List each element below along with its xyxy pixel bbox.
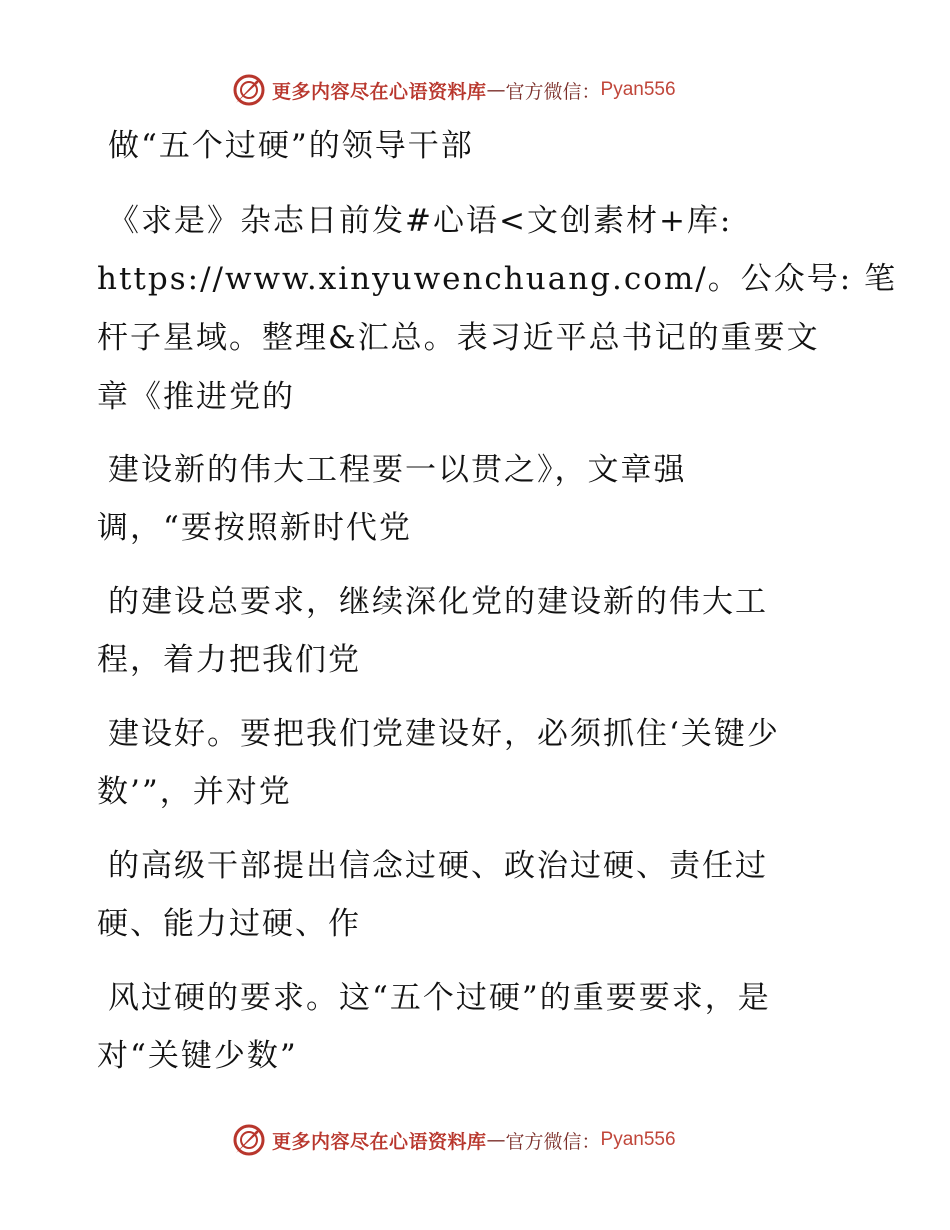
banner-wechat-id: Pyan556 [600,79,676,100]
banner-main-text: 更多内容尽在心语资料库 [272,1130,487,1153]
document-title: 做“五个过硬”的领导干部 [108,128,474,164]
paragraph-line: 杆子星域。整理&汇总。表习近平总书记的重要文 [97,320,820,356]
paragraph-line: 对“关键少数” [97,1038,298,1074]
paragraph-line: 的高级干部提出信念过硬、政治过硬、责任过 [108,848,768,884]
header-watermark-banner [232,71,752,109]
paragraph-line: 数’”，并对党 [97,774,292,810]
paragraph-line: 《求是》杂志日前发#心语<文创素材+库: [108,203,733,239]
banner-wechat-label: 官方微信： [505,80,601,103]
quill-logo-icon [232,1123,266,1157]
banner-wechat-label: 官方微信： [505,1130,601,1153]
paragraph-line: 硬、能力过硬、作 [97,906,361,942]
banner-dash: — [486,1129,506,1151]
paragraph-line: 章《推进党的 [97,379,295,415]
paragraph-line: https://www.xinyuwenchuang.com/。公众号: 笔 [97,261,898,297]
banner-wechat-id: Pyan556 [600,1129,676,1150]
paragraph-line: 的建设总要求，继续深化党的建设新的伟大工 [108,584,768,620]
paragraph-line: 程，着力把我们党 [97,642,361,678]
paragraph-line: 风过硬的要求。这“五个过硬”的重要要求，是 [108,980,771,1016]
paragraph-line: 建设好。要把我们党建设好，必须抓住‘关键少 [108,716,780,752]
quill-logo-icon [232,73,266,107]
paragraph-line: 建设新的伟大工程要一以贯之》，文章强 [108,452,687,488]
footer-watermark-banner [232,1121,752,1159]
banner-main-text: 更多内容尽在心语资料库 [272,80,487,103]
paragraph-line: 调，“要按照新时代党 [97,510,412,546]
banner-dash: — [486,79,506,101]
